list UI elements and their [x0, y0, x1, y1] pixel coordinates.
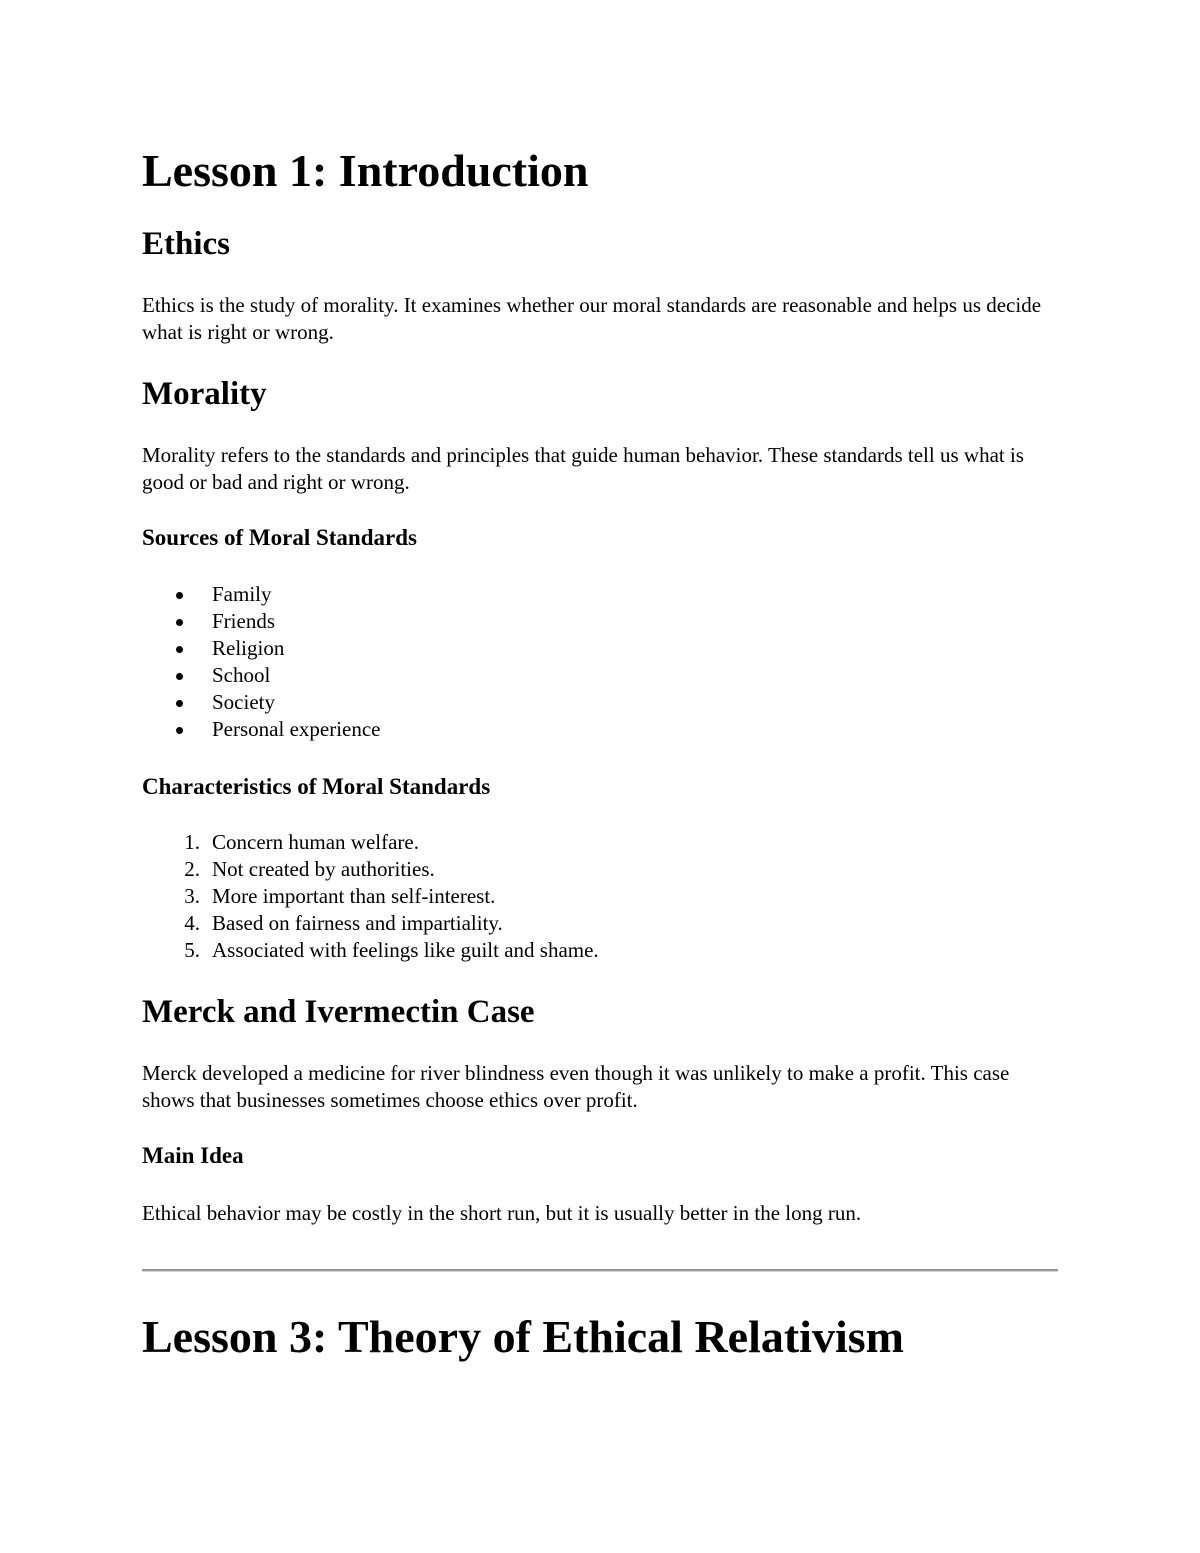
main-idea-paragraph: Ethical behavior may be costly in the short run, but it is usually better in the long run. [142, 1201, 862, 1225]
morality-paragraph: Morality refers to the standards and principles that guide human behavior. These standards tell us what is good or bad and right or wrong. [142, 443, 1024, 494]
list-number: 4. [184, 911, 200, 935]
merck-heading: Merck and Ivermectin Case [142, 994, 535, 1030]
list-item-label: Concern human welfare. [212, 830, 419, 854]
bullet-icon [176, 592, 183, 599]
list-item-label: Personal experience [212, 717, 381, 741]
list-item [142, 635, 381, 662]
merck-paragraph: Merck developed a medicine for river blindness even though it was unlikely to make a profit. This case shows that businesses sometimes choose ethics over profit. [142, 1061, 1010, 1112]
bullet-icon [176, 646, 183, 653]
bullet-icon [176, 619, 183, 626]
list-item [142, 662, 381, 689]
list-item [142, 829, 599, 856]
characteristics-heading: Characteristics of Moral Standards [142, 774, 491, 799]
list-item-label: Family [212, 582, 272, 606]
list-item [142, 910, 599, 937]
morality-heading: Morality [142, 376, 267, 412]
sources-heading: Sources of Moral Standards [142, 525, 417, 550]
main-idea-heading: Main Idea [142, 1143, 244, 1168]
list-item-label: More important than self-interest. [212, 884, 496, 908]
ethics-paragraph: Ethics is the study of morality. It examines whether our moral standards are reasonable and helps us decide what is right or wrong. [142, 293, 1042, 344]
list-item [142, 856, 599, 883]
list-item-label: Religion [212, 636, 285, 660]
list-item-label: Society [212, 690, 275, 714]
list-number: 5. [184, 938, 200, 962]
ethics-heading: Ethics [142, 226, 231, 262]
list-item-label: Associated with feelings like guilt and shame. [212, 938, 599, 962]
characteristics-list [142, 829, 599, 964]
list-item-label: Not created by authorities. [212, 857, 435, 881]
bullet-icon [176, 673, 183, 680]
list-item [142, 883, 599, 910]
list-item [142, 937, 599, 964]
list-item-label: School [212, 663, 271, 687]
list-item [142, 608, 381, 635]
sources-list [142, 581, 381, 743]
list-item [142, 716, 381, 743]
list-item [142, 689, 381, 716]
list-number: 2. [184, 857, 200, 881]
list-item [142, 581, 381, 608]
lesson1-title: Lesson 1: Introduction [142, 145, 589, 196]
list-number: 1. [184, 830, 200, 854]
section-divider [142, 1269, 1058, 1272]
bullet-icon [176, 727, 183, 734]
lesson3-title: Lesson 3: Theory of Ethical Relativism [142, 1311, 904, 1362]
list-item-label: Friends [212, 609, 275, 633]
list-item-label: Based on fairness and impartiality. [212, 911, 503, 935]
bullet-icon [176, 700, 183, 707]
list-number: 3. [184, 884, 200, 908]
